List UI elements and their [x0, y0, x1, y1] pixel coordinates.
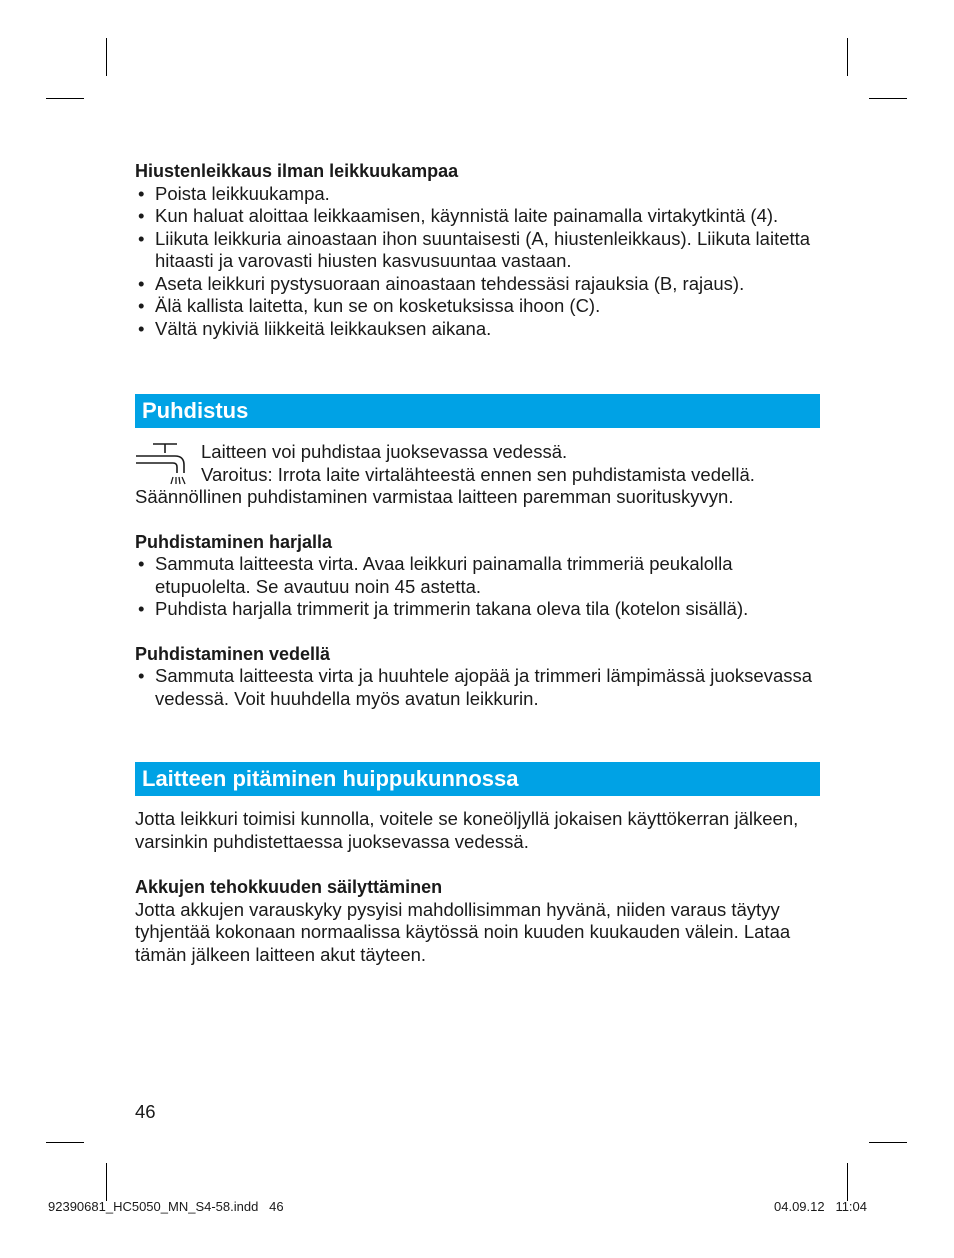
- cleaning-section-title: Puhdistus: [135, 394, 820, 428]
- cleaning-intro: Säännöllinen puhdistaminen varmistaa laitteen paremman suorituskyvyn.: [135, 486, 734, 507]
- water-warning: Varoitus: Irrota laite virtalähteestä ennen sen puhdistamista vedellä.: [201, 463, 755, 485]
- list-item: • Vältä nykiviä liikkeitä leikkauksen aikana.: [135, 318, 825, 341]
- haircut-list: [135, 183, 825, 341]
- maintenance-intro: Jotta leikkuri toimisi kunnolla, voitele se koneöljyllä jokaisen käyttökerran jälkeen, varsinkin puhdistettaessa juoksevassa vedessä.: [135, 808, 799, 852]
- water-cleaning-note: [135, 441, 825, 486]
- water-cleaning-heading: Puhdistaminen vedellä: [135, 643, 331, 664]
- crop-mark: [869, 1142, 907, 1143]
- footer-datetime: 04.09.12 11:04: [774, 1199, 868, 1214]
- crop-mark: [869, 98, 907, 99]
- water-line: Laitteen voi puhdistaa juoksevassa vedessä.: [201, 441, 568, 462]
- battery-text: Jotta akkujen varauskyky pysyisi mahdollisimman hyvänä, niiden varaus täytyy tyhjentää kokonaan normaalissa käytössä noin kuuden kuukauden välein. Lataa tämän jälkeen laitteen akut täyteen.: [135, 898, 791, 965]
- brush-cleaning-heading: Puhdistaminen harjalla: [135, 531, 333, 552]
- tap-water-icon: [135, 441, 189, 489]
- haircut-heading: Hiustenleikkaus ilman leikkuukampaa: [135, 161, 459, 181]
- list-item: • Sammuta laitteesta virta. Avaa leikkuri painamalla trimmeriä peukalolla etupuolelta. Se avautuu noin 45 astetta.: [135, 553, 825, 598]
- brush-cleaning-list: [135, 553, 825, 621]
- crop-mark: [847, 1163, 848, 1201]
- crop-mark: [847, 38, 848, 76]
- battery-heading: Akkujen tehokkuuden säilyttäminen: [135, 877, 443, 897]
- list-item: • Aseta leikkuri pystysuoraan ainoastaan tehdessäsi rajauksia (B, rajaus).: [135, 273, 825, 296]
- water-cleaning-list: [135, 665, 825, 710]
- page-content: [135, 160, 825, 966]
- crop-mark: [106, 1163, 107, 1201]
- crop-mark: [46, 1142, 84, 1143]
- list-item: • Sammuta laitteesta virta ja huuhtele ajopää ja trimmeri lämpimässä juoksevassa vedessä. Voit huuhdella myös avatun leikkurin.: [135, 665, 825, 710]
- page-number: 46: [135, 1101, 156, 1122]
- list-item: • Kun haluat aloittaa leikkaamisen, käynnistä laite painamalla virtakytkintä (4).: [135, 205, 825, 228]
- list-item: • Puhdista harjalla trimmerit ja trimmerin takana oleva tila (kotelon sisällä).: [135, 598, 825, 621]
- maintenance-section-title: Laitteen pitäminen huippukunnossa: [135, 762, 820, 796]
- list-item: • Älä kallista laitetta, kun se on kosketuksissa ihoon (C).: [135, 295, 825, 318]
- list-item: • Poista leikkuukampa.: [135, 183, 825, 206]
- crop-mark: [46, 98, 84, 99]
- footer-filename: 92390681_HC5050_MN_S4-58.indd 46: [48, 1199, 284, 1214]
- list-item: • Liikuta leikkuria ainoastaan ihon suuntaisesti (A, hiustenleikkaus). Liikuta laitetta hitaasti ja varovasti hiusten kasvusuuntaa vastaan.: [135, 228, 825, 273]
- crop-mark: [106, 38, 107, 76]
